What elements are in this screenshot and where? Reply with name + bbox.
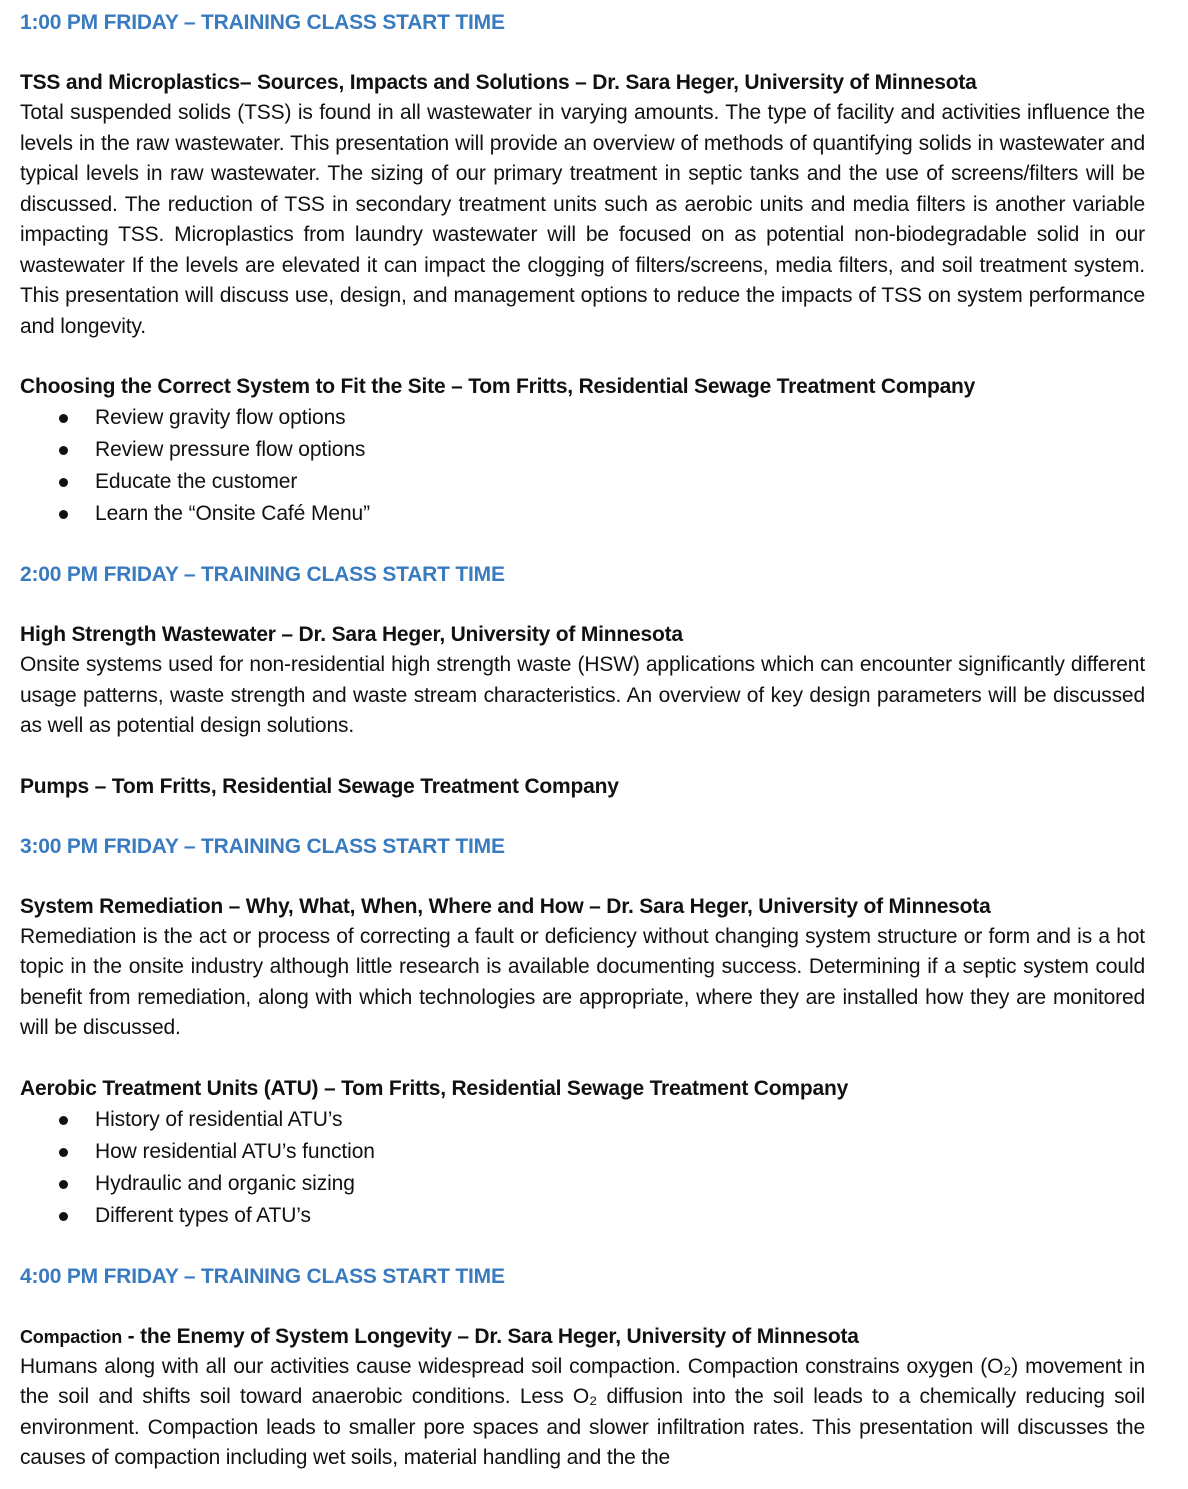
list-item: Hydraulic and organic sizing — [20, 1168, 1145, 1200]
time-section-4 — [20, 1262, 1145, 1474]
session-title: System Remediation – Why, What, When, Where and How – Dr. Sara Heger, University of Minnesota — [20, 894, 991, 918]
section-time-heading: 4:00 PM FRIDAY – TRAINING CLASS START TIME — [20, 1264, 505, 1288]
list-item: Review gravity flow options — [20, 402, 1145, 434]
session-title: TSS and Microplastics– Sources, Impacts and Solutions – Dr. Sara Heger, University of Minnesota — [20, 71, 977, 94]
time-section-1 — [20, 8, 1145, 530]
time-section-2 — [20, 560, 1145, 802]
session-bullet-list — [20, 402, 1145, 530]
session-description: Humans along with all our activities cause widespread soil compaction. Compaction constrains oxygen (O₂) movement in the soil and shifts soil toward anaerobic conditions. Less O₂ diffusion into the soil leads to a chemically reducing soil environment. Compaction leads to smaller pore spaces and slower infiltration rates. This presentation will discusses the causes of compaction including wet soils, material handling and the the — [20, 1354, 1145, 1469]
bullet-icon — [59, 1212, 68, 1221]
bullet-icon — [59, 414, 68, 423]
section-time-heading: 1:00 PM FRIDAY – TRAINING CLASS START TIME — [20, 11, 505, 34]
schedule-document — [20, 8, 1145, 1474]
section-time-heading: 3:00 PM FRIDAY – TRAINING CLASS START TIME — [20, 834, 505, 858]
list-item: History of residential ATU’s — [20, 1104, 1145, 1136]
time-section-3 — [20, 832, 1145, 1232]
session-description: Onsite systems used for non-residential high strength waste (HSW) applications which can encounter significantly different usage patterns, waste strength and waste stream characteristics. An overview of key design parameters will be discussed as well as potential design solutions. — [20, 653, 1145, 737]
bullet-icon — [59, 446, 68, 455]
list-item: Learn the “Onsite Café Menu” — [20, 498, 1145, 530]
bullet-icon — [59, 1116, 68, 1125]
list-item: Review pressure flow options — [20, 434, 1145, 466]
list-item: How residential ATU’s function — [20, 1136, 1145, 1168]
bullet-icon — [59, 1148, 68, 1157]
list-item: Different types of ATU’s — [20, 1200, 1145, 1232]
bullet-icon — [59, 478, 68, 487]
session-title: Aerobic Treatment Units (ATU) – Tom Fritts, Residential Sewage Treatment Company — [20, 1076, 849, 1100]
session-description: Total suspended solids (TSS) is found in all wastewater in varying amounts. The type of facility and activities influence the levels in the raw wastewater. This presentation will provide an overview of methods of quantifying solids in wastewater and typical levels in raw wastewater. The sizing of our primary treatment in septic tanks and the use of screens/filters will be discussed. The reduction of TSS in secondary treatment units such as aerobic units and media filters is another variable impacting TSS. Microplastics from laundry wastewater will be focused on as potential non-biodegradable solid in our wastewater If the levels are elevated it can impact the clogging of filters/screens, media filters, and soil treatment system. This presentation will discuss use, design, and management options to reduce the impacts of TSS on system performance and longevity. — [20, 101, 1145, 338]
session-title: High Strength Wastewater – Dr. Sara Heger, University of Minnesota — [20, 623, 683, 646]
bullet-icon — [59, 510, 68, 519]
session-title: Pumps – Tom Fritts, Residential Sewage Treatment Company — [20, 774, 619, 798]
session-title-lead: Compaction — [20, 1326, 123, 1347]
session-title: Choosing the Correct System to Fit the Site – Tom Fritts, Residential Sewage Treatment Company — [20, 375, 976, 398]
session-title-rest: - the Enemy of System Longevity – Dr. Sara Heger, University of Minnesota — [122, 1324, 859, 1348]
session-title — [20, 1322, 1145, 1352]
session-bullet-list — [20, 1104, 1145, 1232]
list-item: Educate the customer — [20, 466, 1145, 498]
session-description: Remediation is the act or process of correcting a fault or deficiency without changing system structure or form and is a hot topic in the onsite industry although little research is available documenting success. Determining if a septic system could benefit from remediation, along with which technologies are appropriate, where they are installed how they are monitored will be discussed. — [20, 924, 1145, 1039]
section-time-heading: 2:00 PM FRIDAY – TRAINING CLASS START TIME — [20, 563, 505, 586]
bullet-icon — [59, 1180, 68, 1189]
